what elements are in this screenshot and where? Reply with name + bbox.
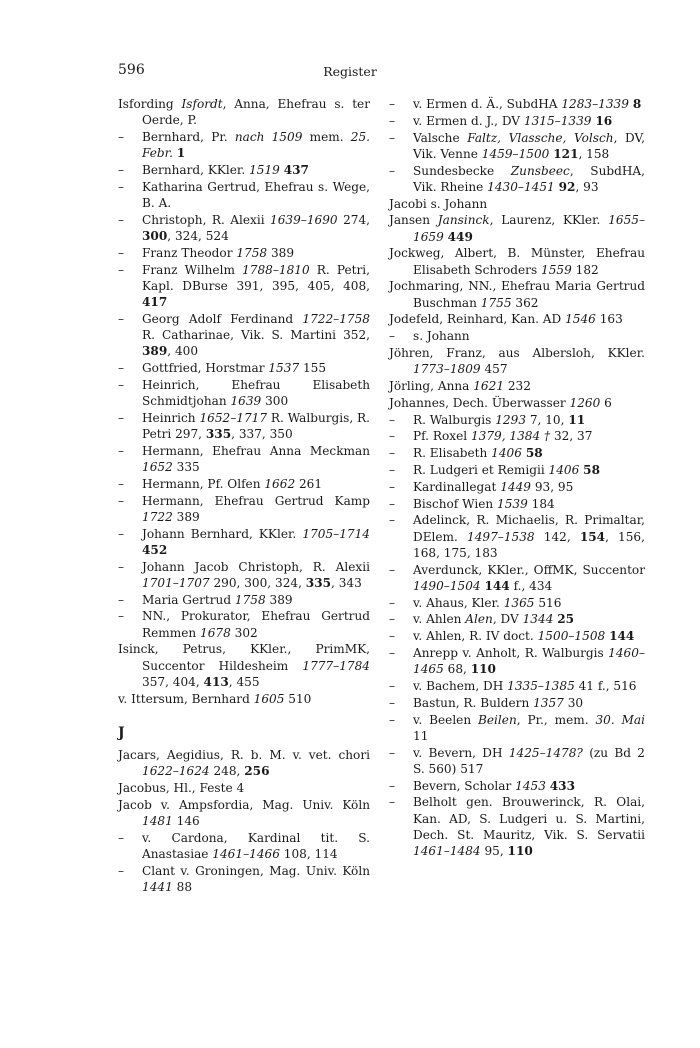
- index-subentry: – Katharina Gertrud, Ehefrau s. Wege, B. A.: [118, 179, 370, 210]
- index-subentry: – v. Cardona, Kardinal tit. S. Anastasiae 1461–1466 108, 114: [118, 830, 370, 861]
- index-subentry: – Hermann, Ehefrau Gertrud Kamp 1722 389: [118, 493, 370, 524]
- page-number: 596: [118, 62, 145, 78]
- index-subentry: – Hermann, Pf. Olfen 1662 261: [118, 476, 323, 491]
- index-subentry: – Adelinck, R. Michaelis, R. Primaltar, DElem. 1497–1538 142, 154, 156, 168, 175, 183: [389, 513, 645, 560]
- index-entry: Jodefeld, Reinhard, Kan. AD 1546 163: [389, 312, 623, 327]
- index-subentry: – R. Elisabeth 1406 58: [389, 446, 543, 461]
- index-entry: Jacobus, Hl., Feste 4: [118, 781, 245, 795]
- index-subentry: – s. Johann: [389, 329, 470, 344]
- index-subentry: – v. Ermen d. J., DV 1315–1339 16: [389, 113, 613, 128]
- index-subentry: – Christoph, R. Alexii 1639–1690 274, 300, 324, 524: [118, 212, 370, 243]
- index-subentry: – R. Walburgis 1293 7, 10, 11: [389, 412, 586, 427]
- index-subentry: – NN., Prokurator, Ehefrau Gertrud Remmen 1678 302: [118, 609, 370, 640]
- index-entry: Isfording Isfordt, Anna, Ehefrau s. ter Oerde, P.: [118, 97, 370, 128]
- index-entry: Isinck, Petrus, KKler., PrimMK, Succentor Hildesheim 1777–1784 357, 404, 413, 455: [118, 642, 370, 689]
- index-subentry: – Averdunck, KKler., OffMK, Succentor 1490–1504 144 f., 434: [389, 562, 645, 593]
- index-subentry: – Clant v. Groningen, Mag. Univ. Köln 1441 88: [118, 863, 370, 894]
- index-subentry: – v. Bachem, DH 1335–1385 41 f., 516: [389, 678, 637, 693]
- index-subentry: – Johann Jacob Christoph, R. Alexii 1701–1707 290, 300, 324, 335, 343: [118, 559, 370, 590]
- index-entry: Jochmaring, NN., Ehefrau Maria Gertrud Buschman 1755 362: [389, 279, 645, 310]
- index-subentry: – Johann Bernhard, KKler. 1705–1714 452: [118, 526, 370, 557]
- index-column-left: [118, 96, 370, 896]
- index-subentry: – Bernhard, KKler. 1519 437: [118, 163, 309, 177]
- index-entry: Jacob v. Ampsfordia, Mag. Univ. Köln 1481 146: [118, 797, 370, 828]
- index-subentry: – Anrepp v. Anholt, R. Walburgis 1460–1465 68, 110: [389, 645, 645, 677]
- index-subentry: – Georg Adolf Ferdinand 1722–1758 R. Catharinae, Vik. S. Martini 352, 389, 400: [118, 311, 370, 359]
- index-subentry: – Franz Theodor 1758 389: [118, 245, 295, 260]
- running-head: Register: [323, 64, 377, 79]
- index-column-right: [389, 96, 645, 860]
- index-subentry: – Gottfried, Horstmar 1537 155: [118, 361, 327, 375]
- index-entry: Johannes, Dech. Überwasser 1260 6: [389, 395, 612, 410]
- index-entry: Jacars, Aegidius, R. b. M. v. vet. chori 1622–1624 248, 256: [118, 748, 370, 779]
- index-subentry: – Bastun, R. Buldern 1357 30: [389, 695, 584, 710]
- index-subentry: – v. Beelen Beilen, Pr., mem. 30. Mai 11: [389, 712, 646, 743]
- index-entry: v. Ittersum, Bernhard 1605 510: [118, 691, 312, 706]
- index-subentry: – Maria Gertrud 1758 389: [118, 592, 293, 607]
- index-subentry: – Kardinallegat 1449 93, 95: [389, 479, 574, 494]
- index-subentry: – Heinrich, Ehefrau Elisabeth Schmidtjohan 1639 300: [118, 377, 370, 408]
- index-entry: Jockweg, Albert, B. Münster, Ehefrau Elisabeth Schroders 1559 182: [389, 246, 645, 277]
- index-subentry: – R. Ludgeri et Remigii 1406 58: [389, 462, 601, 477]
- index-subentry: – v. Bevern, DH 1425–1478? (zu Bd 2 S. 560) 517: [389, 745, 645, 776]
- index-subentry: – Heinrich 1652–1717 R. Walburgis, R. Petri 297, 335, 337, 350: [118, 410, 370, 441]
- index-subentry: – Franz Wilhelm 1788–1810 R. Petri, Kapl. DBurse 391, 395, 405, 408, 417: [118, 262, 371, 309]
- index-subentry: – Bernhard, Pr. nach 1509 mem. 25. Febr. 1: [118, 130, 370, 161]
- index-subentry: – Bevern, Scholar 1453 433: [389, 778, 576, 793]
- index-subentry: – Hermann, Ehefrau Anna Meckman 1652 335: [118, 443, 370, 474]
- index-subentry: – Belholt gen. Brouwerinck, R. Olai, Kan. AD, S. Ludgeri u. S. Martini, Dech. St. Mauritz, Vik. S. Servatii 1461–1484 95, 110: [389, 795, 645, 858]
- index-entry: Jansen Jansinck, Laurenz, KKler. 1655–1659 449: [389, 213, 646, 244]
- index-entry: Jörling, Anna 1621 232: [389, 378, 531, 393]
- index-subentry: – Pf. Roxel 1379, 1384 † 32, 37: [389, 429, 593, 444]
- index-subentry: – Valsche Faltz, Vlassche, Volsch, DV, Vik. Venne 1459–1500 121, 158: [389, 130, 645, 161]
- index-subentry: – v. Ahlen Alen, DV 1344 25: [389, 612, 575, 627]
- index-entry: Jacobi s. Johann: [389, 196, 488, 211]
- index-entry: Jöhren, Franz, aus Albersloh, KKler. 1773–1809 457: [389, 345, 645, 377]
- index-subentry: – Sundesbecke Zunsbeec, SubdHA, Vik. Rheine 1430–1451 92, 93: [389, 163, 645, 194]
- index-subentry: – v. Ahlen, R. IV doct. 1500–1508 144: [389, 629, 635, 644]
- section-letter: J: [118, 724, 125, 741]
- index-subentry: – v. Ahaus, Kler. 1365 516: [389, 595, 562, 610]
- index-subentry: – v. Ermen d. Ä., SubdHA 1283–1339 8: [389, 97, 642, 111]
- index-subentry: – Bischof Wien 1539 184: [389, 496, 555, 511]
